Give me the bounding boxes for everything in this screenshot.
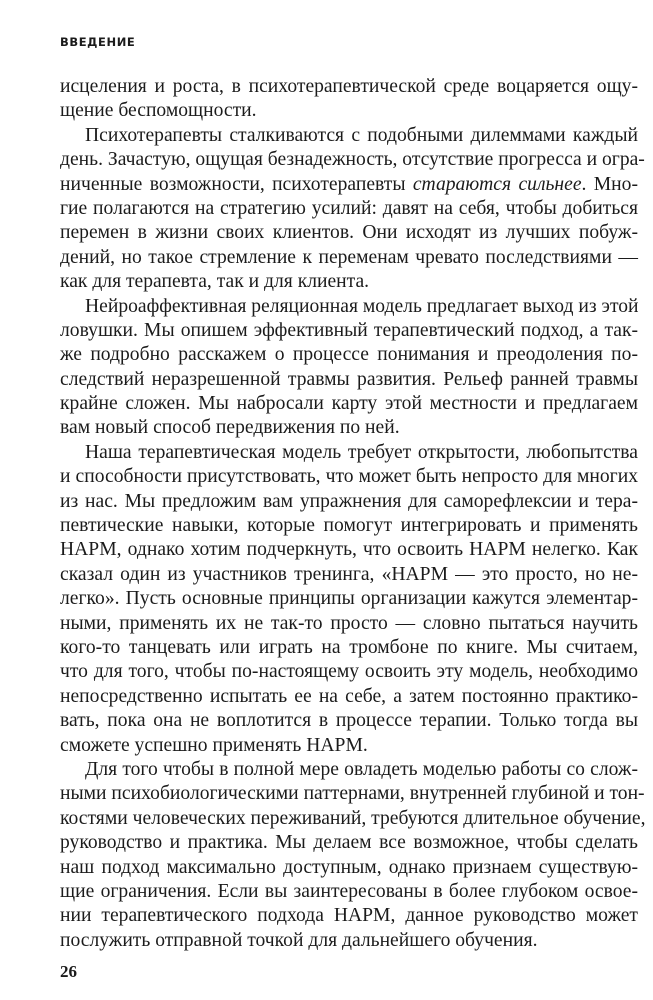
running-head: ВВЕДЕНИЕ (60, 35, 136, 49)
text-line: крайне сложен. Мы набросали карту этой местности и предлагаем (60, 393, 638, 415)
text-line: ными психобиологическими паттернами, внутренней глубиной и тон- (60, 783, 645, 805)
text-line: из нас. Мы предложим вам упражнения для саморефлексии и тера- (60, 490, 638, 512)
text-line: что для того, чтобы по-настоящему освоить эту модель, необходимо (60, 661, 638, 683)
text-line: Психотерапевты сталкиваются с подобными дилеммами каждый (85, 124, 638, 146)
text-line: ловушки. Мы опишем эффективный терапевтический подход, а так- (60, 319, 638, 341)
text-line: перемен в жизни своих клиентов. Они исходят из лучших побуж- (60, 222, 638, 244)
paragraph-3 (60, 295, 638, 441)
text-line: вам новый способ передвижения по ней. (60, 417, 400, 439)
text-line: наш подход максимально доступным, однако признаем существую- (60, 856, 638, 878)
text-line: непосредственно испытать ее на себе, а затем постоянно практико- (60, 685, 638, 707)
text-line: дений, но такое стремление к переменам чревато последствиями — (60, 246, 638, 268)
text-line: вать, пока она не воплотится в процессе терапии. Только тогда вы (60, 710, 638, 732)
text-line: кого-то танцевать или играть на тромбоне по книге. Мы считаем, (60, 636, 638, 658)
text-line: следствий неразрешенной травмы развития. Рельеф ранней травмы (60, 368, 638, 390)
body-text (60, 75, 646, 953)
text-line: сможете успешно применять НАРМ. (60, 734, 368, 756)
text-line: щение беспомощности. (60, 100, 257, 122)
text-line: день. Зачастую, ощущая безнадежность, отсутствие прогресса и огра- (60, 149, 645, 171)
text-line: как для терапевта, так и для клиента. (60, 271, 370, 293)
paragraph-5 (60, 758, 646, 953)
page-number: 26 (60, 962, 77, 981)
text-line-with-emphasis (60, 173, 638, 197)
text-line: Для того чтобы в полной мере овладеть моделью работы со слож- (85, 758, 638, 780)
text-line: же подробно расскажем о процессе понимания и преодоления по- (60, 344, 638, 366)
text-fragment: ниченные возможности, психотерапевты (60, 173, 406, 195)
text-line: певтические навыки, которые помогут интегрировать и применять (60, 515, 638, 537)
text-line: руководство и практика. Мы делаем все возможное, чтобы сделать (60, 832, 638, 854)
paragraph-1 (60, 75, 638, 124)
text-line: легко». Пусть основные принципы организации кажутся элементар- (60, 588, 638, 610)
text-line: щие ограничения. Если вы заинтересованы в более глубоком освое- (60, 880, 638, 902)
paragraph-4 (60, 441, 638, 758)
text-line: Наша терапевтическая модель требует открытости, любопытства (85, 441, 638, 463)
text-line: исцеления и роста, в психотерапевтической среде воцаряется ощу- (60, 76, 638, 97)
text-line: гие полагаются на стратегию усилий: давят на себя, чтобы добиться (60, 197, 638, 219)
paragraph-2 (60, 124, 645, 295)
text-line: послужить отправной точкой для дальнейшего обучения. (60, 929, 538, 951)
text-fragment: . Мно- (581, 173, 638, 195)
emphasis-text: стараются сильнее (412, 173, 582, 195)
text-line: ными, применять их не так-то просто — словно пытаться научить (60, 612, 638, 634)
text-line: НАРМ, однако хотим подчеркнуть, что освоить НАРМ нелегко. Как (60, 539, 638, 561)
text-line: и способности присутствовать, что может быть непросто для многих (60, 466, 638, 488)
text-line: сказал один из участников тренинга, «НАРМ — это просто, но не- (60, 563, 638, 585)
text-line: нии терапевтического подхода НАРМ, данное руководство может (60, 905, 638, 927)
text-line: Нейроаффективная реляционная модель предлагает выход из этой (85, 295, 639, 317)
text-line: костями человеческих переживаний, требуются длительное обучение, (60, 807, 646, 829)
